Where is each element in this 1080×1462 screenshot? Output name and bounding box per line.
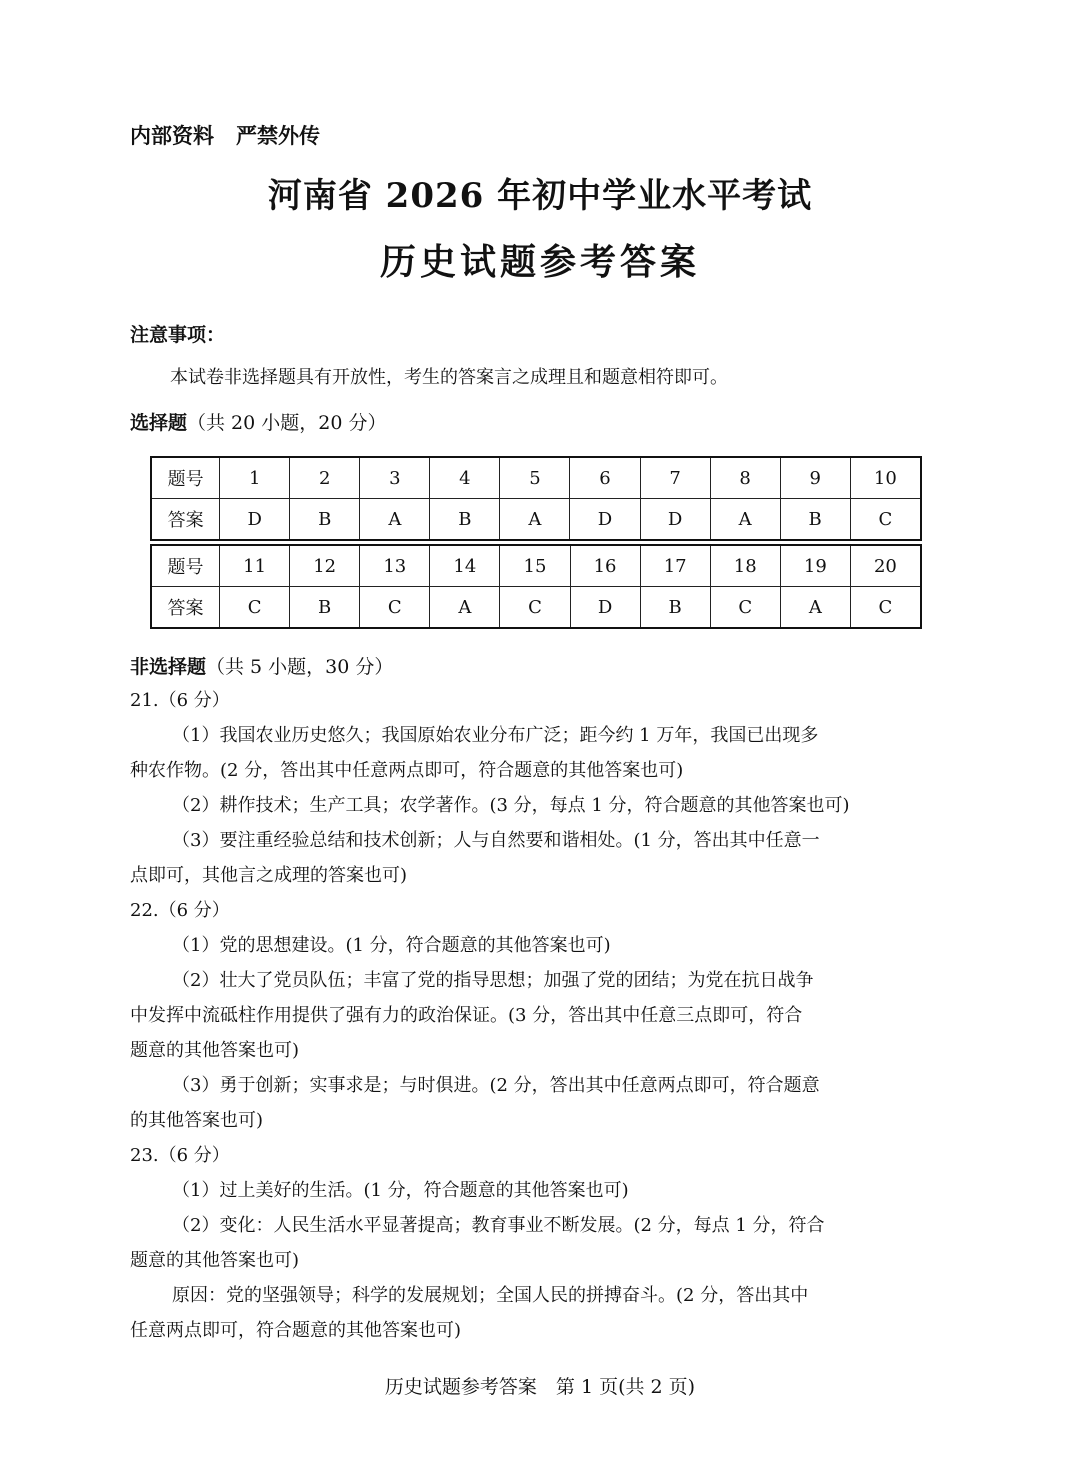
- nonmc-heading-rest: （共 5 小题，30 分）: [206, 656, 394, 678]
- question-heading: 21.（6 分）: [130, 690, 230, 711]
- notice-body: 本试卷非选择题具有开放性，考生的答案言之成理且和题意相符即可。: [170, 367, 728, 388]
- answer-line: 的其他答案也可): [130, 1110, 264, 1131]
- table-row-numbers: [151, 545, 921, 587]
- answer-cell: A: [430, 587, 500, 629]
- question-number: 4: [430, 457, 500, 499]
- answer-cell: C: [500, 587, 570, 629]
- row-label-answer: 答案: [151, 499, 220, 541]
- confidential-label-1: 内部资料: [130, 124, 214, 148]
- question-number: 9: [780, 457, 850, 499]
- answer-line: （3）勇于创新；实事求是；与时俱进。(2 分，答出其中任意两点即可，符合题意: [172, 1075, 820, 1096]
- row-label-number: 题号: [151, 545, 220, 587]
- question-number: 18: [710, 545, 780, 587]
- answer-body: [130, 683, 945, 1348]
- question-number: 19: [780, 545, 850, 587]
- confidential-label-2: 严禁外传: [236, 124, 320, 148]
- answer-cell: B: [640, 587, 710, 629]
- answer-cell: A: [360, 499, 430, 541]
- question-number: 15: [500, 545, 570, 587]
- question-heading: 22.（6 分）: [130, 900, 230, 921]
- question-number: 20: [850, 545, 921, 587]
- answer-table-1: [150, 456, 922, 541]
- question-number: 13: [360, 545, 430, 587]
- answer-line: 点即可，其他言之成理的答案也可): [130, 865, 408, 886]
- answer-cell: A: [500, 499, 570, 541]
- answer-cell: B: [430, 499, 500, 541]
- answer-cell: C: [360, 587, 430, 629]
- table-row-numbers: [151, 457, 921, 499]
- question-number: 17: [640, 545, 710, 587]
- question-number: 3: [360, 457, 430, 499]
- question-number: 2: [290, 457, 360, 499]
- answer-line: （1）党的思想建设。(1 分，符合题意的其他答案也可): [172, 935, 611, 956]
- document-title: 历史试题参考答案: [379, 241, 700, 283]
- answer-cell: C: [850, 587, 921, 629]
- answer-line: （1）过上美好的生活。(1 分，符合题意的其他答案也可): [172, 1180, 629, 1201]
- table-row-answers: [151, 587, 921, 629]
- answer-cell: B: [780, 499, 850, 541]
- answer-cell: D: [220, 499, 290, 541]
- confidential-notice: [130, 120, 320, 150]
- answer-cell: C: [710, 587, 780, 629]
- answer-line: （2）壮大了党员队伍；丰富了党的指导思想；加强了党的团结；为党在抗日战争: [172, 970, 814, 991]
- answer-cell: D: [570, 587, 640, 629]
- answer-line: （3）要注重经验总结和技术创新；人与自然要和谐相处。(1 分，答出其中任意一: [172, 830, 820, 851]
- page-footer: 历史试题参考答案 第 1 页(共 2 页): [384, 1376, 696, 1398]
- exam-title: 河南省 2026 年初中学业水平考试: [267, 176, 813, 216]
- answer-line: 种农作物。(2 分，答出其中任意两点即可，符合题意的其他答案也可): [130, 760, 684, 781]
- answer-line: （2）变化：人民生活水平显著提高；教育事业不断发展。(2 分，每点 1 分，符合: [172, 1215, 825, 1236]
- answer-line: 题意的其他答案也可): [130, 1250, 300, 1271]
- answer-line: 任意两点即可，符合题意的其他答案也可): [130, 1320, 462, 1341]
- question-number: 5: [500, 457, 570, 499]
- answer-line: （2）耕作技术；生产工具；农学著作。(3 分，每点 1 分，符合题意的其他答案也可): [172, 795, 850, 816]
- non-multiple-choice-heading: [130, 652, 393, 679]
- mc-heading-rest: （共 20 小题，20 分）: [187, 412, 387, 434]
- answer-line: 题意的其他答案也可): [130, 1040, 300, 1061]
- answer-cell: B: [290, 587, 360, 629]
- nonmc-heading-bold: 非选择题: [130, 656, 207, 678]
- answer-cell: C: [220, 587, 290, 629]
- answer-line: 中发挥中流砥柱作用提供了强有力的政治保证。(3 分，答出其中任意三点即可，符合: [130, 1005, 803, 1026]
- answer-cell: A: [710, 499, 780, 541]
- row-label-answer: 答案: [151, 587, 220, 629]
- question-number: 11: [220, 545, 290, 587]
- table-row-answers: [151, 499, 921, 541]
- question-number: 14: [430, 545, 500, 587]
- answer-cell: A: [780, 587, 850, 629]
- answer-cell: C: [850, 499, 921, 541]
- answer-table-2: [150, 544, 922, 629]
- question-number: 12: [290, 545, 360, 587]
- multiple-choice-heading: [130, 408, 387, 435]
- answer-cell: B: [290, 499, 360, 541]
- question-number: 1: [220, 457, 290, 499]
- notice-heading: 注意事项：: [130, 324, 226, 346]
- question-number: 7: [640, 457, 710, 499]
- row-label-number: 题号: [151, 457, 220, 499]
- answer-line: （1）我国农业历史悠久；我国原始农业分布广泛；距今约 1 万年，我国已出现多: [172, 725, 819, 746]
- answer-cell: D: [640, 499, 710, 541]
- question-number: 16: [570, 545, 640, 587]
- answer-line: 原因：党的坚强领导；科学的发展规划；全国人民的拼搏奋斗。(2 分，答出其中: [172, 1285, 809, 1306]
- question-heading: 23.（6 分）: [130, 1145, 230, 1166]
- question-number: 6: [570, 457, 640, 499]
- question-number: 8: [710, 457, 780, 499]
- mc-heading-bold: 选择题: [130, 412, 188, 434]
- answer-cell: D: [570, 499, 640, 541]
- question-number: 10: [850, 457, 921, 499]
